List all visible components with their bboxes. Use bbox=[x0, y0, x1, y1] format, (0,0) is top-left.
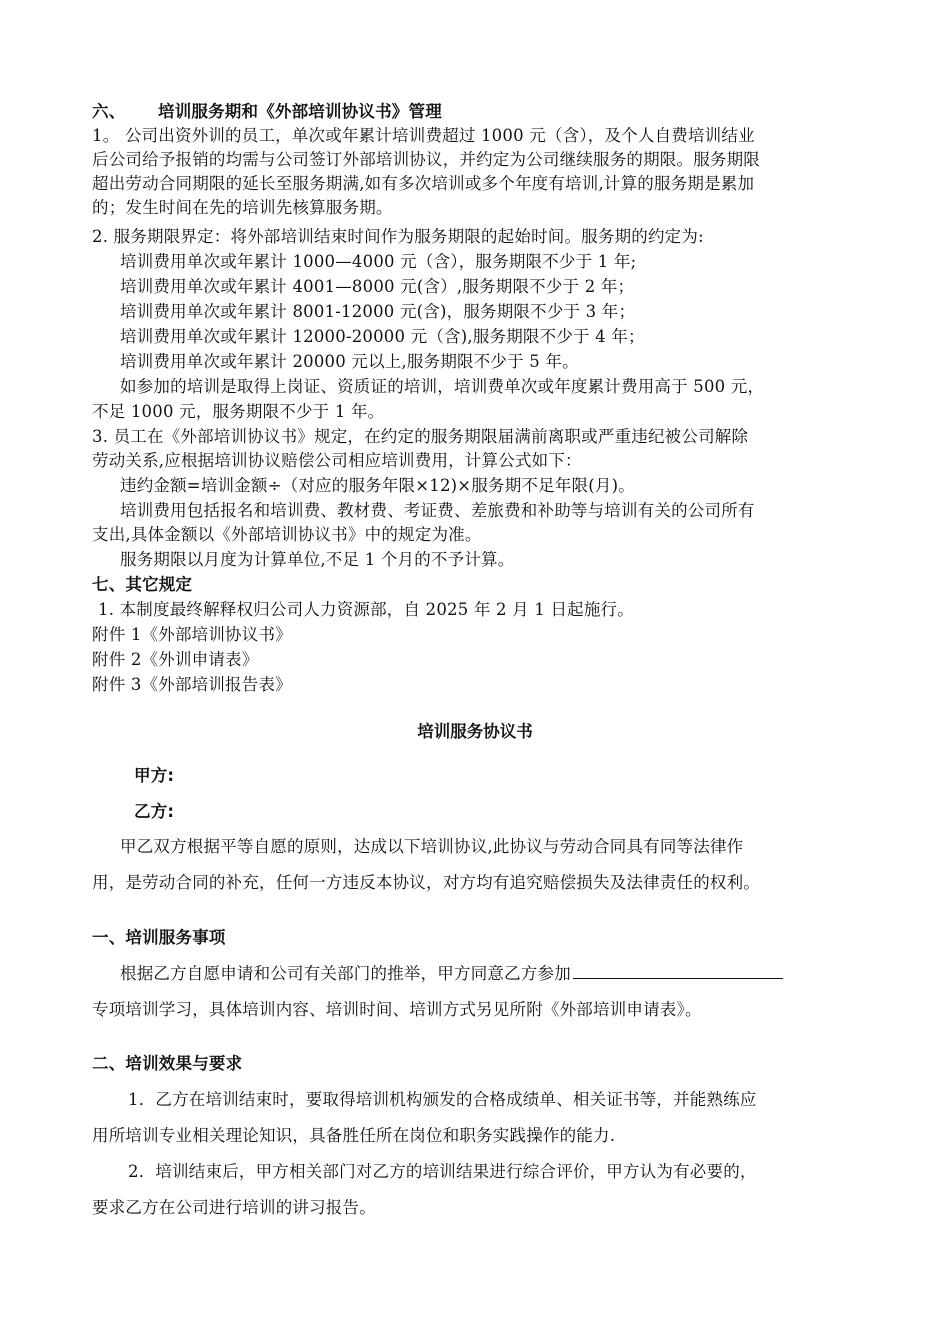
section6-item1-line4: 的；发生时间在先的培训先核算服务期。 bbox=[92, 198, 393, 217]
service-rule-5: 培训费用单次或年累计 20000 元以上,服务期限不少于 5 年。 bbox=[120, 352, 579, 371]
service-rule-1: 培训费用单次或年累计 1000—4000 元（含），服务期限不少于 1 年; bbox=[120, 252, 637, 271]
party-a-label: 甲方: bbox=[134, 766, 175, 785]
section7-heading: 七、其它规定 bbox=[92, 575, 193, 594]
certificate-note-line1: 如参加的培训是取得上岗证、资质证的培训，培训费单次或年度累计费用高于 500 元， bbox=[120, 377, 765, 396]
agreement-intro-line2: 用，是劳动合同的补充，任何一方违反本协议，对方均有追究赔偿损失及法律责任的权利。 bbox=[92, 873, 760, 892]
agreement-title: 培训服务协议书 bbox=[417, 722, 533, 741]
section6-heading: 培训服务期和《外部培训协议书》管理 bbox=[158, 102, 442, 121]
section6-item3-line2: 劳动关系,应根据培训协议赔偿公司相应培训费用，计算公式如下： bbox=[92, 451, 582, 470]
section6-item3-line1: 3. 员工在《外部培训协议书》规定，在约定的服务期限届满前离职或严重违纪被公司解除 bbox=[92, 427, 749, 446]
penalty-formula: 违约金额=培训金额÷（对应的服务年限×12)×服务期不足年限(月)。 bbox=[120, 476, 635, 495]
agreement-sec2-item2-line1: 2．培训结束后，甲方相关部门对乙方的培训结果进行综合评价，甲方认为有必要的， bbox=[128, 1162, 757, 1181]
service-rule-3: 培训费用单次或年累计 8001-12000 元(含)，服务期限不少于 3 年； bbox=[120, 302, 636, 321]
agreement-intro-line1: 甲乙双方根据平等自愿的原则，达成以下培训协议,此协议与劳动合同具有同等法律作 bbox=[120, 837, 744, 856]
agreement-sec1-line1 bbox=[120, 962, 783, 986]
agreement-sec1-line2: 专项培训学习，具体培训内容、培训时间、培训方式另见所附《外部培训申请表》。 bbox=[92, 1000, 702, 1019]
service-rule-4: 培训费用单次或年累计 12000-20000 元（含),服务期限不少于 4 年； bbox=[120, 327, 645, 346]
month-calc-note: 服务期限以月度为计算单位,不足 1 个月的不予计算。 bbox=[120, 550, 515, 569]
certificate-note-line2: 不足 1000 元，服务期限不少于 1 年。 bbox=[92, 402, 385, 421]
section6-heading-number: 六、 bbox=[92, 102, 126, 121]
section6-item2-intro: 2. 服务期限界定：将外部培训结束时间作为服务期限的起始时间。服务期的约定为: bbox=[92, 227, 704, 246]
attachment-3: 附件 3《外部培训报告表》 bbox=[92, 675, 292, 694]
section6-item1-line3: 超出劳动合同期限的延长至服务期满,如有多次培训或多个年度有培训,计算的服务期是累加 bbox=[92, 174, 755, 193]
section6-item1-line2: 后公司给予报销的均需与公司签订外部培训协议，并约定为公司继续服务的期限。服务期限 bbox=[92, 150, 760, 169]
agreement-sec2-item1-line1: 1．乙方在培训结束时，要取得培训机构颁发的合格成绩单、相关证书等，并能熟练应 bbox=[128, 1090, 757, 1109]
section7-item1: 1. 本制度最终解释权归公司人力资源部，自 2025 年 2 月 1 日起施行。 bbox=[98, 600, 634, 619]
attachment-2: 附件 2《外训申请表》 bbox=[92, 650, 259, 669]
cost-note-line2: 支出,具体金额以《外部培训协议书》中的规定为准。 bbox=[92, 525, 482, 544]
agreement-sec1-heading: 一、培训服务事项 bbox=[92, 928, 226, 947]
service-rule-2: 培训费用单次或年累计 4001—8000 元(含）,服务期限不少于 2 年； bbox=[120, 277, 635, 296]
attachment-1: 附件 1《外部培训协议书》 bbox=[92, 625, 292, 644]
section6-item1-line1: 1。 公司出资外训的员工，单次或年累计培训费超过 1000 元（含），及个人自费培训结业 bbox=[92, 126, 755, 145]
agreement-sec2-heading: 二、培训效果与要求 bbox=[92, 1054, 243, 1073]
agreement-sec2-item2-line2: 要求乙方在公司进行培训的讲习报告。 bbox=[92, 1198, 376, 1217]
agreement-sec1-line1-text: 根据乙方自愿申请和公司有关部门的推举，甲方同意乙方参加 bbox=[120, 964, 571, 983]
party-b-label: 乙方: bbox=[134, 802, 175, 821]
training-name-blank bbox=[573, 962, 783, 979]
agreement-sec2-item1-line2: 用所培训专业相关理论知识，具备胜任所在岗位和职务实践操作的能力. bbox=[92, 1126, 616, 1145]
cost-note-line1: 培训费用包括报名和培训费、教材费、考证费、差旅费和补助等与培训有关的公司所有 bbox=[120, 501, 755, 520]
